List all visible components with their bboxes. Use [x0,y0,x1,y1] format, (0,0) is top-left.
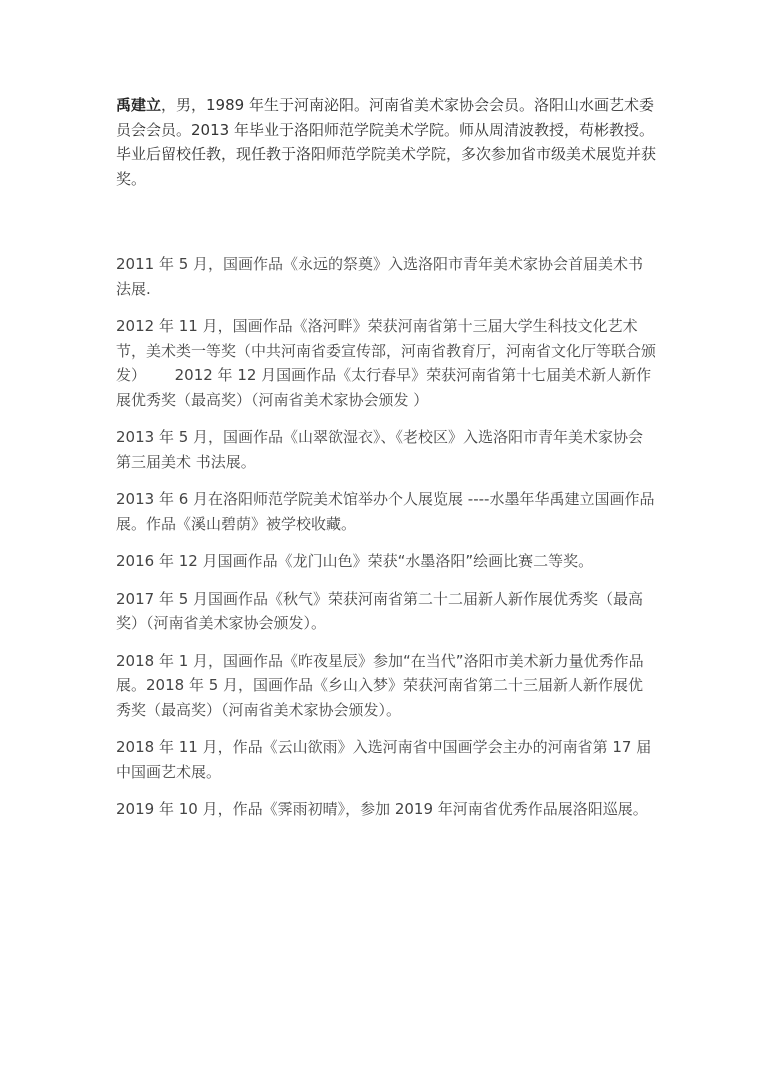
exhibition-entry-2017-05: 2017 年 5 月国画作品《秋气》荣获河南省第二十二届新人新作展优秀奖（最高奖）（河南省美术家协会颁发）。 [116,589,644,632]
exhibition-entry-2019-10: 2019 年 10 月，作品《霁雨初晴》，参加 2019 年河南省优秀作品展洛阳巡展。 [116,800,648,818]
exhibition-entry-2018-11: 2018 年 11 月，作品《云山欲雨》入选河南省中国画学会主办的河南省第 17 届中国画艺术展。 [116,738,652,781]
intro-paragraph [116,93,656,191]
exhibition-entry-2011-05: 2011 年 5 月，国画作品《永远的祭奠》入选洛阳市青年美术家协会首届美术书法展. [116,255,644,298]
exhibition-entry-2013-06: 2013 年 6 月在洛阳师范学院美术馆举办个人展览展 ----水墨年华禹建立国画作品展。作品《溪山碧荫》被学校收藏。 [116,490,655,533]
exhibition-entry-2016-12: 2016 年 12 月国画作品《龙门山色》荣获“水墨洛阳”绘画比赛二等奖。 [116,552,594,570]
artist-name: 禹建立 [116,96,162,114]
intro-text: ，男，1989 年生于河南泌阳。河南省美术家协会会员。洛阳山水画艺术委员会会员。2013 年毕业于洛阳师范学院美术学院。师从周清波教授，苟彬教授。毕业后留校任教，现任教于洛阳师范学院美术学院，多次参加省市级美术展览并获奖。 [116,96,657,188]
exhibition-entry-2012: 2012 年 11 月，国画作品《洛河畔》荣获河南省第十三届大学生科技文化艺术节，美术类一等奖（中共河南省委宣传部，河南省教育厅，河南省文化厅等联合颁发） 2012 年 12 月国画作品《太行春早》荣获河南省第十七届美术新人新作展优秀奖（最高奖）（河南省美术家协会颁发 ） [116,317,657,409]
exhibition-entry-2018: 2018 年 1 月，国画作品《昨夜星辰》参加“在当代”洛阳市美术新力量优秀作品展。2018 年 5 月，国画作品《乡山入梦》荣获河南省第二十三届新人新作展优秀奖（最高奖）（河南省美术家协会颁发）。 [116,651,644,719]
exhibition-entry-2013-05: 2013 年 5 月，国画作品《山翠欲湿衣》、《老校区》入选洛阳市青年美术家协会第三届美术 书法展。 [116,428,644,471]
exhibition-list [116,252,656,835]
